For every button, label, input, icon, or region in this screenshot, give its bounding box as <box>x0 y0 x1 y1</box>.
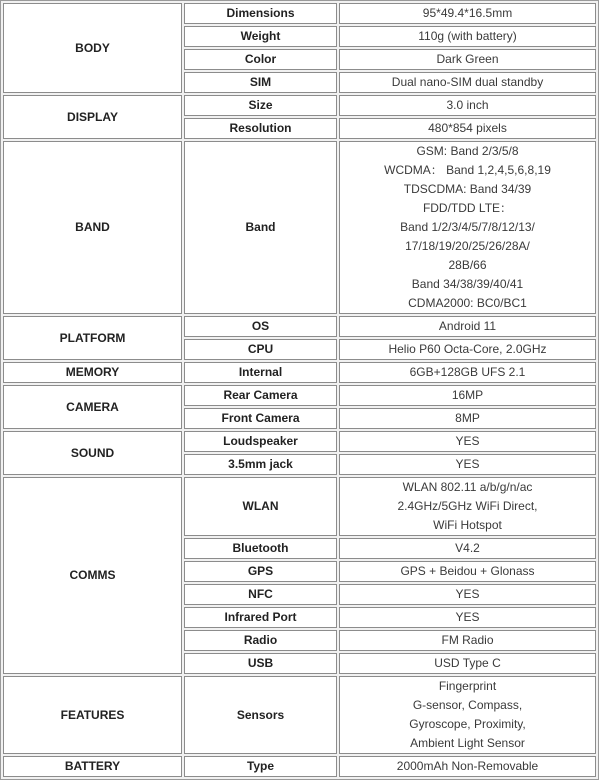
spec-value <box>339 49 596 70</box>
spec-value-line: Dark Green <box>436 52 499 66</box>
spec-table-body <box>3 3 596 777</box>
spec-row <box>3 141 596 314</box>
spec-value-line: GSM: Band 2/3/5/8 <box>416 144 519 158</box>
spec-label: CPU <box>184 339 337 360</box>
spec-value <box>339 538 596 559</box>
spec-label: NFC <box>184 584 337 605</box>
spec-value <box>339 385 596 406</box>
spec-label: Loudspeaker <box>184 431 337 452</box>
spec-value-line: 2000mAh Non-Removable <box>396 759 539 773</box>
spec-row <box>3 431 596 452</box>
spec-label: Bluetooth <box>184 538 337 559</box>
category-cell: BODY <box>3 3 182 93</box>
category-cell: MEMORY <box>3 362 182 383</box>
spec-label: Dimensions <box>184 3 337 24</box>
category-cell: BATTERY <box>3 756 182 777</box>
spec-value-line: Fingerprint <box>438 679 497 693</box>
spec-row <box>3 95 596 116</box>
category-cell: FEATURES <box>3 676 182 754</box>
spec-value <box>339 653 596 674</box>
spec-value <box>339 339 596 360</box>
spec-label: GPS <box>184 561 337 582</box>
spec-value-line: GPS + Beidou + Glonass <box>400 564 535 578</box>
spec-label: USB <box>184 653 337 674</box>
category-cell: DISPLAY <box>3 95 182 139</box>
spec-value <box>339 408 596 429</box>
spec-value <box>339 676 596 754</box>
spec-value-line: WiFi Hotspot <box>433 518 502 532</box>
spec-value-line: 2.4GHz/5GHz WiFi Direct, <box>397 499 538 513</box>
spec-value-line: 6GB+128GB UFS 2.1 <box>409 365 526 379</box>
spec-value-line: YES <box>455 434 480 448</box>
spec-value-line: Android 11 <box>438 319 497 333</box>
spec-label: Radio <box>184 630 337 651</box>
spec-label: WLAN <box>184 477 337 536</box>
spec-value-line: FM Radio <box>441 633 494 647</box>
spec-label: Resolution <box>184 118 337 139</box>
category-cell: PLATFORM <box>3 316 182 360</box>
spec-value <box>339 118 596 139</box>
spec-row <box>3 362 596 383</box>
spec-value <box>339 454 596 475</box>
spec-value-line: YES <box>455 587 480 601</box>
spec-value <box>339 431 596 452</box>
spec-value-line: 480*854 pixels <box>428 121 507 135</box>
spec-label: Front Camera <box>184 408 337 429</box>
spec-value-line: 8MP <box>455 411 480 425</box>
spec-value-line: YES <box>455 610 480 624</box>
spec-row <box>3 756 596 777</box>
spec-value <box>339 72 596 93</box>
spec-value-line: Gyroscope, Proximity, <box>409 717 526 731</box>
spec-label: Internal <box>184 362 337 383</box>
spec-label: Band <box>184 141 337 314</box>
category-cell: COMMS <box>3 477 182 674</box>
spec-value-line: CDMA2000: BC0/BC1 <box>408 296 527 310</box>
spec-value-line: Band 1/2/3/4/5/7/8/12/13/ <box>400 220 535 234</box>
spec-label: Type <box>184 756 337 777</box>
spec-value <box>339 26 596 47</box>
spec-label: SIM <box>184 72 337 93</box>
spec-value-line: V4.2 <box>455 541 480 555</box>
spec-label: OS <box>184 316 337 337</box>
spec-label: Infrared Port <box>184 607 337 628</box>
spec-value <box>339 607 596 628</box>
spec-value-line: 16MP <box>451 388 484 402</box>
spec-value-line: FDD/TDD LTE： <box>422 201 513 215</box>
spec-value <box>339 3 596 24</box>
category-cell: BAND <box>3 141 182 314</box>
spec-value-line: Helio P60 Octa-Core, 2.0GHz <box>388 342 547 356</box>
spec-value-line: YES <box>455 457 480 471</box>
spec-value-line: Ambient Light Sensor <box>410 736 525 750</box>
spec-value-line: 17/18/19/20/25/26/28A/ <box>405 239 530 253</box>
spec-value-line: USD Type C <box>434 656 501 670</box>
spec-label: Sensors <box>184 676 337 754</box>
spec-value-line: WLAN 802.11 a/b/g/n/ac <box>402 480 533 494</box>
spec-value-line: 28B/66 <box>448 258 487 272</box>
spec-row <box>3 385 596 406</box>
spec-value <box>339 756 596 777</box>
spec-value-line: Dual nano-SIM dual standby <box>391 75 544 89</box>
spec-value-line: 95*49.4*16.5mm <box>422 6 513 20</box>
spec-value <box>339 630 596 651</box>
spec-value-line: G-sensor, Compass, <box>412 698 523 712</box>
spec-row <box>3 3 596 24</box>
spec-value <box>339 95 596 116</box>
category-cell: CAMERA <box>3 385 182 429</box>
spec-value-line: 110g (with battery) <box>418 29 517 43</box>
spec-value-line: 3.0 inch <box>446 98 489 112</box>
spec-value <box>339 477 596 536</box>
spec-value-line: WCDMA： Band 1,2,4,5,6,8,19 <box>384 163 551 177</box>
spec-label: 3.5mm jack <box>184 454 337 475</box>
spec-value <box>339 141 596 314</box>
spec-value <box>339 561 596 582</box>
spec-value <box>339 316 596 337</box>
spec-label: Size <box>184 95 337 116</box>
spec-value-line: Band 34/38/39/40/41 <box>411 277 524 291</box>
spec-label: Color <box>184 49 337 70</box>
spec-value <box>339 362 596 383</box>
spec-row <box>3 477 596 536</box>
spec-label: Rear Camera <box>184 385 337 406</box>
spec-row <box>3 676 596 754</box>
spec-row <box>3 316 596 337</box>
spec-value-line: TDSCDMA: Band 34/39 <box>403 182 532 196</box>
spec-label: Weight <box>184 26 337 47</box>
spec-value <box>339 584 596 605</box>
category-cell: SOUND <box>3 431 182 475</box>
